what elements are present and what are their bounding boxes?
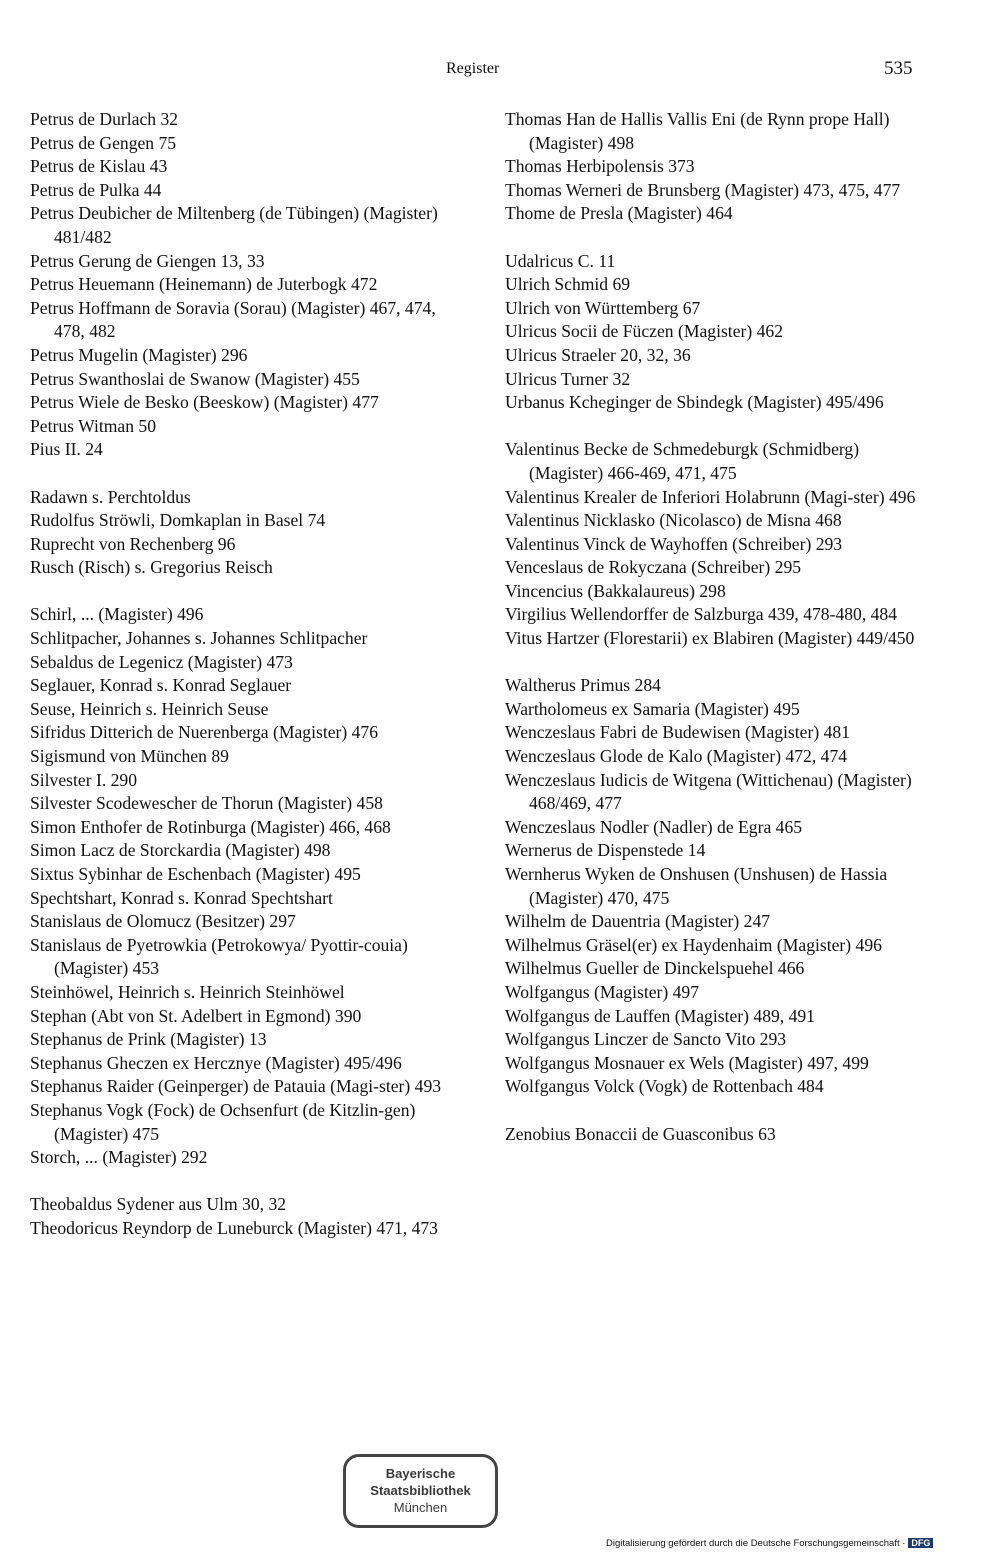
stamp-line: Staatsbibliothek — [370, 1483, 471, 1498]
index-entry: Petrus Deubicher de Miltenberg (de Tübingen) (Magister) 481/482 — [30, 203, 438, 247]
index-entry: Wenczeslaus Glode de Kalo (Magister) 472, 474 — [505, 746, 848, 767]
index-entry: Petrus de Pulka 44 — [30, 179, 162, 200]
index-entry: Wernherus Wyken de Onshusen (Unshusen) de Hassia (Magister) 470, 475 — [505, 864, 888, 908]
index-entry: Simon Lacz de Storckardia (Magister) 498 — [30, 840, 331, 861]
index-entry: Sebaldus de Legenicz (Magister) 473 — [30, 651, 293, 672]
index-entry: Wolfgangus Mosnauer ex Wels (Magister) 497, 499 — [505, 1052, 869, 1073]
index-entry: Valentinus Vinck de Wayhoffen (Schreiber) 293 — [505, 533, 843, 554]
index-entry: Rudolfus Ströwli, Domkaplan in Basel 74 — [30, 510, 326, 531]
index-entry: Seuse, Heinrich s. Heinrich Seuse — [30, 698, 269, 719]
index-entry: Urbanus Kcheginger de Sbindegk (Magister) 495/496 — [505, 392, 884, 413]
index-entry: Venceslaus de Rokyczana (Schreiber) 295 — [505, 557, 802, 578]
index-entry: Petrus de Durlach 32 — [30, 109, 179, 129]
index-entry: Ulrich von Württemberg 67 — [505, 297, 701, 318]
section-gap — [30, 580, 470, 604]
index-entry: Wilhelm de Dauentria (Magister) 247 — [505, 911, 771, 932]
index-entry: Spechtshart, Konrad s. Konrad Spechtshart — [30, 887, 333, 908]
index-entry: Vincencius (Bakkalaureus) 298 — [505, 580, 726, 601]
index-entry: Rusch (Risch) s. Gregorius Reisch — [30, 557, 273, 578]
footer-credit — [606, 1538, 996, 1549]
index-entry: Theobaldus Sydener aus Ulm 30, 32 — [30, 1194, 287, 1215]
index-entry: Sigismund von München 89 — [30, 746, 229, 767]
index-entry: Schlitpacher, Johannes s. Johannes Schlitpacher — [30, 628, 368, 649]
index-entry: Stephanus Raider (Geinperger) de Patauia (Magi-ster) 493 — [30, 1076, 442, 1097]
index-entry: Wenczeslaus Fabri de Budewisen (Magister) 481 — [505, 722, 850, 743]
index-entry: Ulricus Turner 32 — [505, 368, 631, 389]
section-gap — [505, 415, 925, 439]
index-entry: Petrus Wiele de Besko (Beeskow) (Magister) 477 — [30, 392, 379, 413]
index-entry: Petrus Mugelin (Magister) 296 — [30, 344, 248, 365]
index-entry: Vitus Hartzer (Florestarii) ex Blabiren (Magister) 449/450 — [505, 628, 915, 649]
index-entry: Ulricus Straeler 20, 32, 36 — [505, 344, 691, 365]
index-entry: Wolfgangus (Magister) 497 — [505, 981, 700, 1002]
index-entry: Wolfgangus de Lauffen (Magister) 489, 491 — [505, 1005, 815, 1026]
index-entry: Stephanus Vogk (Fock) de Ochsenfurt (de Kitzlin-gen) (Magister) 475 — [30, 1099, 416, 1144]
section-gap — [30, 462, 470, 486]
index-entry: Ulricus Socii de Füczen (Magister) 462 — [505, 321, 784, 342]
index-entry: Stephanus de Prink (Magister) 13 — [30, 1029, 267, 1050]
index-column-left — [30, 108, 470, 1241]
index-entry: Thomas Werneri de Brunsberg (Magister) 473, 475, 477 — [505, 179, 901, 200]
section-gap — [505, 1099, 925, 1123]
stamp-line: München — [393, 1500, 448, 1515]
stamp-line: Bayerische — [385, 1466, 456, 1481]
index-entry: Waltherus Primus 284 — [505, 675, 661, 696]
index-entry: Seglauer, Konrad s. Konrad Seglauer — [30, 675, 292, 696]
index-entry: Stephan (Abt von St. Adelbert in Egmond) 390 — [30, 1005, 362, 1026]
index-entry: Silvester I. 290 — [30, 769, 138, 790]
index-entry: Storch, ... (Magister) 292 — [30, 1147, 208, 1168]
index-entry: Simon Enthofer de Rotinburga (Magister) 466, 468 — [30, 816, 391, 837]
index-entry: Wenczeslaus Nodler (Nadler) de Egra 465 — [505, 816, 803, 837]
index-entry: Ulrich Schmid 69 — [505, 274, 631, 295]
index-entry: Wenczeslaus Iudicis de Witgena (Wittichenau) (Magister) 468/469, 477 — [505, 769, 912, 814]
index-entry: Sixtus Sybinhar de Eschenbach (Magister) 495 — [30, 864, 361, 884]
library-stamp — [343, 1454, 498, 1528]
index-entry: Stanislaus de Pyetrowkia (Petrokowya/ Pyottir-couia) (Magister) 453 — [30, 934, 408, 979]
index-entry: Petrus Hoffmann de Soravia (Sorau) (Magister) 467, 474, 478, 482 — [30, 297, 436, 342]
index-column-right — [505, 108, 925, 1146]
index-entry: Thome de Presla (Magister) 464 — [505, 203, 733, 224]
index-entry: Ruprecht von Rechenberg 96 — [30, 533, 236, 554]
index-entry: Petrus Swanthoslai de Swanow (Magister) 455 — [30, 368, 360, 389]
section-gap — [505, 651, 925, 675]
index-entry: Theodoricus Reyndorp de Luneburck (Magister) 471, 473 — [30, 1217, 438, 1238]
index-entry: Wolfgangus Linczer de Sancto Vito 293 — [505, 1029, 787, 1050]
index-entry: Steinhöwel, Heinrich s. Heinrich Steinhöwel — [30, 981, 345, 1002]
index-entry: Sifridus Ditterich de Nuerenberga (Magister) 476 — [30, 722, 379, 743]
index-entry: Thomas Han de Hallis Vallis Eni (de Rynn prope Hall) (Magister) 498 — [505, 109, 890, 153]
index-entry: Valentinus Krealer de Inferiori Holabrunn (Magi-ster) 496 — [505, 486, 916, 507]
index-entry: Wilhelmus Gueller de Dinckelspuehel 466 — [505, 958, 805, 979]
index-entry: Valentinus Nicklasko (Nicolasco) de Misna 468 — [505, 510, 842, 531]
index-entry: Petrus de Gengen 75 — [30, 132, 177, 153]
page-header — [0, 58, 1000, 82]
index-entry: Zenobius Bonaccii de Guasconibus 63 — [505, 1123, 776, 1144]
index-entry: Wernerus de Dispenstede 14 — [505, 840, 706, 861]
index-entry: Udalricus C. 11 — [505, 250, 616, 271]
index-entry: Wolfgangus Volck (Vogk) de Rottenbach 484 — [505, 1076, 824, 1097]
dfg-logo: DFG — [908, 1538, 933, 1548]
index-entry: Schirl, ... (Magister) 496 — [30, 604, 204, 625]
index-entry: Petrus Heuemann (Heinemann) de Juterbogk 472 — [30, 274, 378, 295]
index-entry: Petrus Witman 50 — [30, 415, 157, 436]
index-entry: Silvester Scodewescher de Thorun (Magister) 458 — [30, 793, 383, 814]
index-entry: Wartholomeus ex Samaria (Magister) 495 — [505, 698, 800, 719]
section-gap — [505, 226, 925, 250]
index-entry: Petrus Gerung de Giengen 13, 33 — [30, 250, 265, 271]
index-entry: Pius II. 24 — [30, 439, 103, 460]
footer-text: Digitalisierung gefördert durch die Deutsche Forschungsgemeinschaft · — [606, 1538, 906, 1549]
index-entry: Wilhelmus Gräsel(er) ex Haydenhaim (Magister) 496 — [505, 934, 882, 955]
index-entry: Stephanus Gheczen ex Hercznye (Magister) 495/496 — [30, 1052, 402, 1073]
index-entry: Virgilius Wellendorffer de Salzburga 439, 478-480, 484 — [505, 604, 898, 625]
index-entry: Radawn s. Perchtoldus — [30, 486, 191, 507]
index-entry: Valentinus Becke de Schmedeburgk (Schmidberg) (Magister) 466-469, 471, 475 — [505, 439, 860, 483]
section-gap — [30, 1170, 470, 1194]
page-number: 535 — [884, 58, 913, 79]
index-entry: Petrus de Kislau 43 — [30, 156, 168, 177]
index-entry: Thomas Herbipolensis 373 — [505, 156, 695, 177]
index-entry: Stanislaus de Olomucz (Besitzer) 297 — [30, 911, 296, 932]
running-title: Register — [446, 60, 500, 77]
